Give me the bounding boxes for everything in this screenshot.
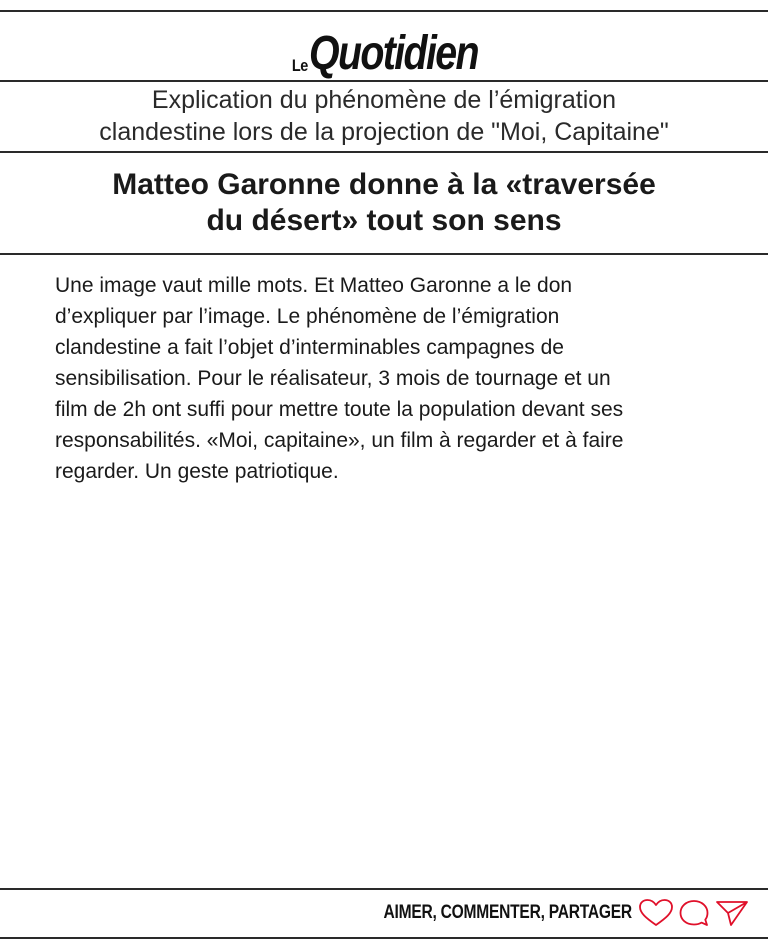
- body-line: film de 2h ont suffi pour mettre toute la population devant ses: [55, 398, 624, 421]
- footer-top-rule: [0, 888, 768, 890]
- body-line: d’expliquer par l’image. Le phénomène de l’émigration: [55, 305, 560, 328]
- top-rule: [0, 10, 768, 12]
- headline-rule: [0, 253, 768, 255]
- footer-bottom-rule: [0, 937, 768, 939]
- masthead: [0, 20, 768, 78]
- article-kicker: [0, 84, 768, 148]
- logo-prefix: Le: [291, 56, 308, 75]
- body-line: responsabilités. «Moi, capitaine», un film à regarder et à faire: [55, 429, 624, 452]
- heart-icon[interactable]: [638, 898, 674, 928]
- body-line: sensibilisation. Pour le réalisateur, 3 mois de tournage et un: [55, 367, 611, 390]
- body-line: Une image vaut mille mots. Et Matteo Garonne a le don: [55, 274, 573, 297]
- social-actions-bar: [329, 897, 750, 929]
- send-icon[interactable]: [714, 898, 750, 928]
- headline-line: du désert» tout son sens: [206, 204, 562, 237]
- headline-line: Matteo Garonne donne à la «traversée: [112, 168, 656, 201]
- logo-name: Quotidien: [308, 27, 478, 80]
- kicker-line: Explication du phénomène de l’émigration: [151, 86, 617, 114]
- social-actions-label: AIMER, COMMENTER, PARTAGER: [383, 902, 632, 923]
- masthead-rule: [0, 80, 768, 82]
- article-body: [55, 270, 735, 487]
- body-line: clandestine a fait l’objet d’interminables campagnes de: [55, 336, 564, 359]
- comment-icon[interactable]: [676, 898, 712, 928]
- kicker-line: clandestine lors de la projection de "Moi, Capitaine": [99, 118, 669, 146]
- article-headline: [0, 167, 768, 239]
- newspaper-logo: [289, 27, 479, 80]
- body-line: regarder. Un geste patriotique.: [55, 460, 339, 483]
- kicker-rule: [0, 151, 768, 153]
